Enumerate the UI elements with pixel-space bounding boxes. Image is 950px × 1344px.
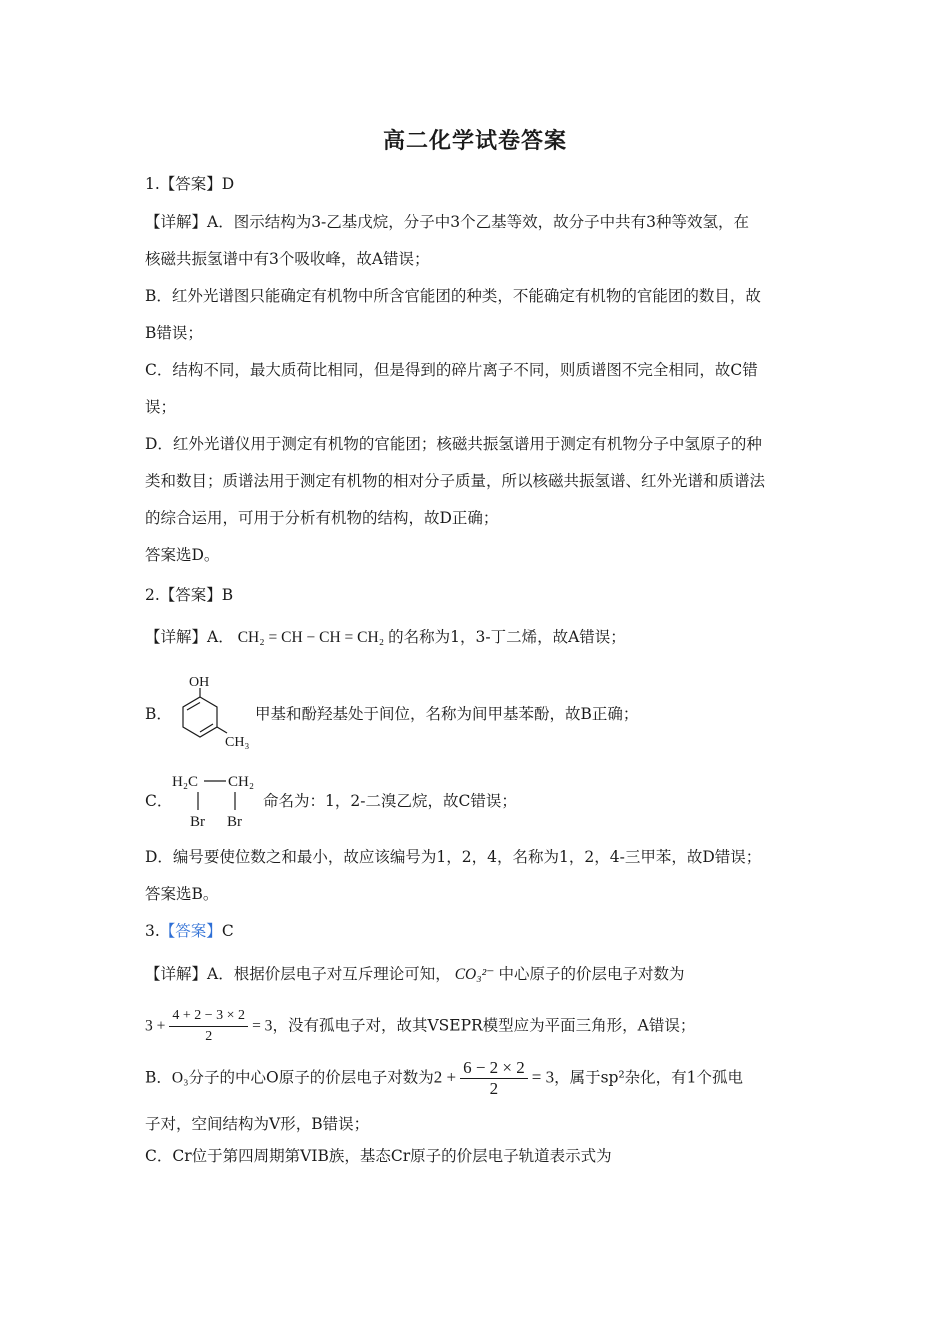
q1-line-10: 答案选D。 [145, 546, 220, 564]
q2-option-a [145, 627, 626, 648]
q2-b-text: 甲基和酚羟基处于间位，名称为间甲基苯酚，故B正确； [255, 705, 639, 723]
q1-answer: 1.【答案】D [145, 175, 235, 193]
q3-b1-denominator: 2 [489, 1079, 499, 1098]
q3-b1-suffix: ，属于sp²杂化，有1个孤电 [554, 1068, 744, 1087]
q1-line-3: B．红外光谱图只能确定有机物中所含官能团的种类，不能确定有机物的官能团的数目，故 [145, 287, 761, 305]
butadiene-formula: CH₂ = CH − CH = CH₂ [237, 629, 385, 646]
q3-a2-eq: = 3 [252, 1017, 273, 1035]
q3-b1-lead: 2 + [433, 1067, 457, 1087]
q3-b-line-1 [145, 1058, 743, 1099]
q1-line-7: D．红外光谱仪用于测定有机物的官能团；核磁共振氢谱用于测定有机物分子中氢原子的种 [145, 435, 762, 453]
q3-a2-fraction [169, 1006, 248, 1047]
q3-a2-lead: 3 + [145, 1017, 166, 1035]
q3-b1-prefix: B． [145, 1068, 172, 1087]
m-cresol-structure [165, 672, 260, 752]
q1-line-4: B错误； [145, 324, 203, 342]
q3-b1-numerator: 6 − 2 × 2 [460, 1058, 528, 1079]
dibromoethane-structure [168, 768, 263, 830]
q2-end: 答案选B。 [145, 885, 219, 903]
q3-a2-suffix: ，没有孤电子对，故其VSEPR模型应为平面三角形，A错误； [272, 1016, 696, 1035]
q3-b1-eq: = 3 [531, 1067, 555, 1087]
q3-b-line-2: 子对，空间结构为V形，B错误； [145, 1115, 370, 1133]
q1-line-1: 【详解】A．图示结构为3-乙基戊烷，分子中3个乙基等效，故分子中共有3种等效氢，在 [145, 213, 750, 231]
q3-a2-denominator: 2 [205, 1029, 213, 1044]
q3-c-line-1: C．Cr位于第四周期第VIB族，基态Cr原子的价层电子轨道表示式为 [145, 1147, 612, 1165]
q1-line-6: 误； [145, 398, 177, 416]
carbonate-ion: CO₃²⁻ [454, 966, 495, 983]
q2-a-suffix: 的名称为1，3-丁二烯，故A错误； [388, 628, 626, 646]
q1-line-5: C．结构不同，最大质荷比相同，但是得到的碎片离子不同，则质谱图不完全相同，故C错 [145, 361, 758, 379]
q2-answer: 2.【答案】B [145, 586, 234, 604]
q3-answer-tag: 【答案】 [159, 922, 222, 940]
q3-b1-mid: 分子的中心O原子的价层电子对数为 [188, 1068, 434, 1087]
q3-a-line-1 [145, 964, 684, 985]
q3-answer-num: 3. [145, 922, 160, 940]
q3-a-line-2 [145, 1006, 695, 1047]
q2-c-text: 命名为：1，2-二溴乙烷，故C错误； [263, 792, 517, 810]
q1-line-9: 的综合运用，可用于分析有机物的结构，故D正确； [145, 509, 499, 527]
q2-c-prefix: C． [145, 792, 173, 810]
br-label-1: Br [190, 814, 205, 830]
oh-label: OH [189, 675, 210, 690]
h2c-label: H₂C [172, 774, 199, 790]
ch3-label: CH₃ [225, 735, 250, 750]
page-title: 高二化学试卷答案 [382, 129, 567, 154]
q2-b-prefix: B． [145, 705, 172, 723]
q2-option-d: D．编号要使位数之和最小，故应该编号为1，2，4，名称为1，2，4-三甲苯，故D错误； [145, 848, 762, 866]
q2-a-prefix: 【详解】A． [145, 628, 234, 646]
q3-answer [145, 921, 234, 941]
q3-b1-fraction [460, 1058, 528, 1099]
br-label-2: Br [227, 814, 242, 830]
q1-line-8: 类和数目；质谱法用于测定有机物的相对分子质量，所以核磁共振氢谱、红外光谱和质谱法 [145, 472, 766, 490]
q3-a1-suffix: 中心原子的价层电子对数为 [498, 965, 685, 983]
q3-answer-val: C [221, 922, 234, 940]
q3-a2-numerator: 4 + 2 − 3 × 2 [169, 1006, 248, 1027]
q1-line-2: 核磁共振氢谱中有3个吸收峰，故A错误； [145, 250, 430, 268]
q3-a1-prefix: 【详解】A．根据价层电子对互斥理论可知， [145, 965, 451, 983]
ozone-formula: O₃ [171, 1069, 189, 1087]
ch2-label: CH₂ [228, 774, 255, 790]
